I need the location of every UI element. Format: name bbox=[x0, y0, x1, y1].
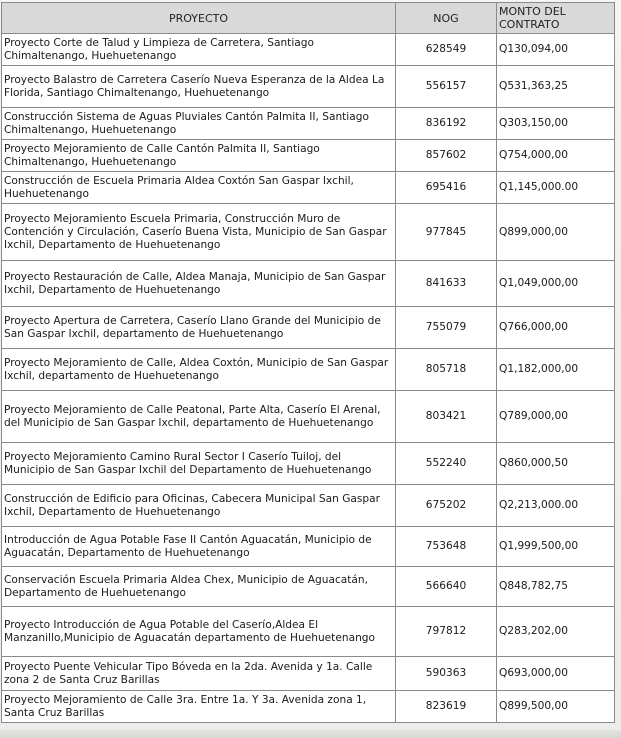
header-nog: NOG bbox=[396, 3, 497, 34]
cell-nog: 755079 bbox=[396, 307, 497, 349]
cell-proyecto: Proyecto Apertura de Carretera, Caserío Llano Grande del Municipio de San Gaspar Ixchil, departamento de Huehuetenango bbox=[2, 307, 396, 349]
cell-proyecto: Construcción Sistema de Aguas Pluviales Cantón Palmita II, Santiago Chimaltenango, Huehuetenango bbox=[2, 108, 396, 140]
cell-proyecto: Proyecto Mejoramiento de Calle Cantón Palmita II, Santiago Chimaltenango, Huehuetenango bbox=[2, 140, 396, 172]
table-row bbox=[2, 391, 615, 443]
table-row bbox=[2, 204, 615, 261]
page-bottom-edge bbox=[0, 730, 621, 738]
cell-nog: 857602 bbox=[396, 140, 497, 172]
cell-nog: 977845 bbox=[396, 204, 497, 261]
cell-nog: 695416 bbox=[396, 172, 497, 204]
cell-proyecto: Proyecto Introducción de Agua Potable del Caserío,Aldea El Manzanillo,Municipio de Aguacatán departamento de Huehuetenango bbox=[2, 607, 396, 657]
table-row bbox=[2, 172, 615, 204]
table-row bbox=[2, 527, 615, 567]
cell-nog: 552240 bbox=[396, 443, 497, 485]
cell-monto: Q1,049,000,00 bbox=[497, 261, 615, 307]
cell-nog: 556157 bbox=[396, 66, 497, 108]
table-header-row bbox=[2, 3, 615, 34]
header-proyecto: PROYECTO bbox=[2, 3, 396, 34]
cell-proyecto: Introducción de Agua Potable Fase II Cantón Aguacatán, Municipio de Aguacatán, Departamento de Huehuetenango bbox=[2, 527, 396, 567]
cell-nog: 675202 bbox=[396, 485, 497, 527]
cell-monto: Q766,000,00 bbox=[497, 307, 615, 349]
cell-nog: 590363 bbox=[396, 657, 497, 691]
cell-monto: Q283,202,00 bbox=[497, 607, 615, 657]
table-row bbox=[2, 567, 615, 607]
cell-nog: 803421 bbox=[396, 391, 497, 443]
cell-proyecto: Proyecto Corte de Talud y Limpieza de Carretera, Santiago Chimaltenango, Huehuetenango bbox=[2, 34, 396, 66]
table-row bbox=[2, 140, 615, 172]
cell-monto: Q1,999,500,00 bbox=[497, 527, 615, 567]
cell-monto: Q860,000,50 bbox=[497, 443, 615, 485]
cell-nog: 797812 bbox=[396, 607, 497, 657]
cell-nog: 753648 bbox=[396, 527, 497, 567]
cell-proyecto: Proyecto Mejoramiento de Calle Peatonal, Parte Alta, Caserío El Arenal, del Municipio de San Gaspar Ixchil, departamento de Huehuetenango bbox=[2, 391, 396, 443]
cell-proyecto: Proyecto Mejoramiento Escuela Primaria, Construcción Muro de Contención y Circulación, Caserío Buena Vista, Municipio de San Gaspar Ixchil, Departamento de Huehuetenango bbox=[2, 204, 396, 261]
table-row bbox=[2, 307, 615, 349]
table-row bbox=[2, 485, 615, 527]
cell-proyecto: Proyecto Balastro de Carretera Caserío Nueva Esperanza de la Aldea La Florida, Santiago Chimaltenango, Huehuetenango bbox=[2, 66, 396, 108]
table-row bbox=[2, 66, 615, 108]
cell-nog: 823619 bbox=[396, 691, 497, 723]
cell-monto: Q693,000,00 bbox=[497, 657, 615, 691]
cell-monto: Q789,000,00 bbox=[497, 391, 615, 443]
cell-nog: 566640 bbox=[396, 567, 497, 607]
cell-monto: Q531,363,25 bbox=[497, 66, 615, 108]
cell-monto: Q1,182,000,00 bbox=[497, 349, 615, 391]
table-row bbox=[2, 691, 615, 723]
table-row bbox=[2, 261, 615, 307]
cell-nog: 836192 bbox=[396, 108, 497, 140]
cell-monto: Q1,145,000.00 bbox=[497, 172, 615, 204]
cell-monto: Q848,782,75 bbox=[497, 567, 615, 607]
table-row bbox=[2, 657, 615, 691]
cell-nog: 841633 bbox=[396, 261, 497, 307]
table-row bbox=[2, 108, 615, 140]
cell-monto: Q303,150,00 bbox=[497, 108, 615, 140]
cell-proyecto: Construcción de Escuela Primaria Aldea Coxtón San Gaspar Ixchil, Huehuetenango bbox=[2, 172, 396, 204]
cell-proyecto: Proyecto Restauración de Calle, Aldea Manaja, Municipio de San Gaspar Ixchil, Departamento de Huehuetenango bbox=[2, 261, 396, 307]
header-monto: MONTO DEL CONTRATO bbox=[497, 3, 615, 34]
cell-monto: Q754,000,00 bbox=[497, 140, 615, 172]
cell-proyecto: Proyecto Puente Vehicular Tipo Bóveda en la 2da. Avenida y 1a. Calle zona 2 de Santa Cruz Barillas bbox=[2, 657, 396, 691]
cell-monto: Q130,094,00 bbox=[497, 34, 615, 66]
table-row bbox=[2, 34, 615, 66]
table-row bbox=[2, 443, 615, 485]
cell-proyecto: Proyecto Mejoramiento de Calle, Aldea Coxtón, Municipio de San Gaspar Ixchil, departamento de Huehuetenango bbox=[2, 349, 396, 391]
cell-proyecto: Conservación Escuela Primaria Aldea Chex, Municipio de Aguacatán, Departamento de Huehuetenango bbox=[2, 567, 396, 607]
table-row bbox=[2, 349, 615, 391]
table-body bbox=[2, 34, 615, 723]
cell-monto: Q899,500,00 bbox=[497, 691, 615, 723]
contracts-table bbox=[1, 2, 615, 723]
cell-monto: Q2,213,000.00 bbox=[497, 485, 615, 527]
cell-proyecto: Proyecto Mejoramiento Camino Rural Sector I Caserío Tuiloj, del Municipio de San Gaspar Ixchil del Departamento de Huehuetenango bbox=[2, 443, 396, 485]
table-row bbox=[2, 607, 615, 657]
cell-nog: 805718 bbox=[396, 349, 497, 391]
cell-proyecto: Construcción de Edificio para Oficinas, Cabecera Municipal San Gaspar Ixchil, Departamento de Huehuetenango bbox=[2, 485, 396, 527]
cell-proyecto: Proyecto Mejoramiento de Calle 3ra. Entre 1a. Y 3a. Avenida zona 1, Santa Cruz Barillas bbox=[2, 691, 396, 723]
cell-monto: Q899,000,00 bbox=[497, 204, 615, 261]
cell-nog: 628549 bbox=[396, 34, 497, 66]
